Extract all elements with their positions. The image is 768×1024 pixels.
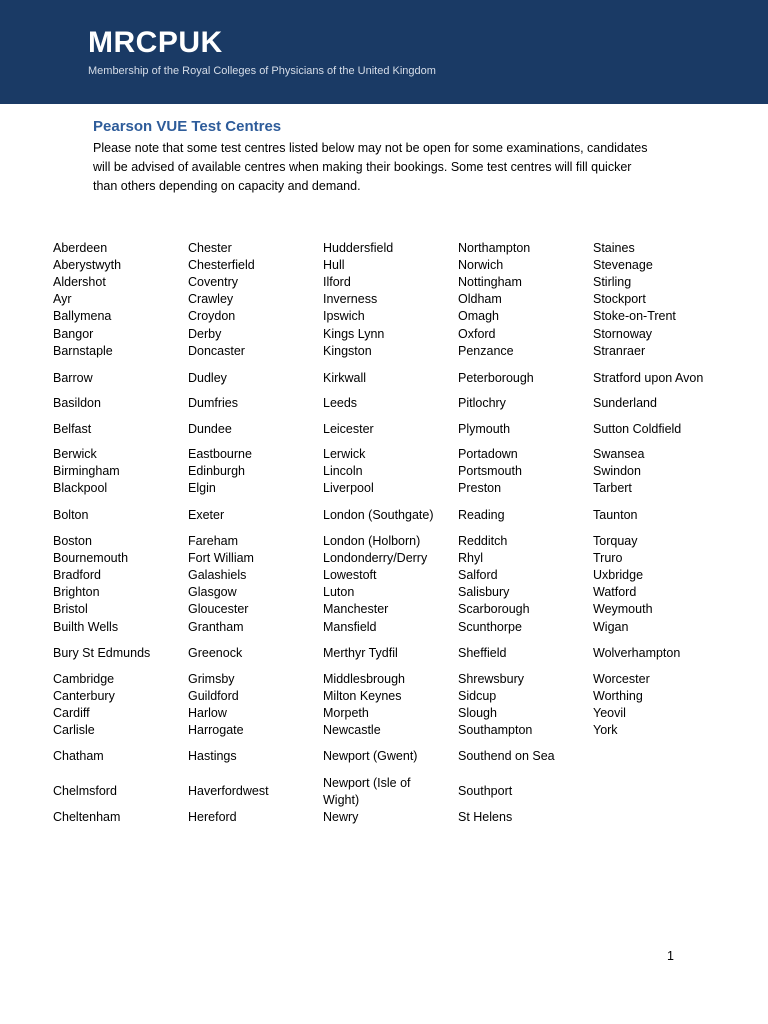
test-centre: Tarbert: [593, 481, 632, 495]
test-centre: Edinburgh: [188, 464, 245, 478]
test-centre: Dumfries: [188, 396, 239, 410]
page-number: 1: [667, 949, 674, 963]
test-centre: Wigan: [593, 620, 629, 634]
test-centre: Ayr: [53, 292, 72, 306]
test-centre: Peterborough: [458, 371, 534, 385]
test-centre: Grimsby: [188, 672, 235, 686]
test-centre: Stornoway: [593, 327, 653, 341]
test-centre: Cambridge: [53, 672, 115, 686]
test-centre: Mansfield: [323, 620, 377, 634]
test-centre: Morpeth: [323, 706, 369, 720]
test-centre: St Helens: [458, 810, 513, 824]
test-centre: Harrogate: [188, 723, 244, 737]
test-centre: Stockport: [593, 292, 646, 306]
test-centre: Stevenage: [593, 258, 653, 272]
test-centre: Leeds: [323, 396, 358, 410]
test-centre: Kings Lynn: [323, 327, 385, 341]
test-centre: Ballymena: [53, 309, 112, 323]
test-centre: Leicester: [323, 422, 374, 436]
intro-line: than others depending on capacity and demand.: [93, 179, 361, 193]
test-centre: Salisbury: [458, 585, 510, 599]
test-centre: Belfast: [53, 422, 92, 436]
intro-line: will be advised of available centres when making their bookings. Some test centres will fill quicker: [93, 160, 632, 174]
test-centre: Kingston: [323, 344, 372, 358]
test-centre: Milton Keynes: [323, 689, 402, 703]
test-centre: Shrewsbury: [458, 672, 524, 686]
test-centre: Lincoln: [323, 464, 363, 478]
test-centre: Bury St Edmunds: [53, 646, 151, 660]
logo-tagline: Membership of the Royal Colleges of Physicians of the United Kingdom: [88, 65, 436, 77]
test-centre: Builth Wells: [53, 620, 119, 634]
test-centre: Inverness: [323, 292, 378, 306]
test-centre: Stoke-on-Trent: [593, 309, 676, 323]
test-centre: Worcester: [593, 672, 650, 686]
test-centre: Yeovil: [593, 706, 626, 720]
test-centre: Rhyl: [458, 551, 484, 565]
test-centre: Grantham: [188, 620, 244, 634]
test-centre: Basildon: [53, 396, 101, 410]
test-centre: Reading: [458, 508, 505, 522]
test-centre: Stratford upon Avon: [593, 371, 704, 385]
test-centre: Sidcup: [458, 689, 497, 703]
test-centre: Fareham: [188, 534, 239, 548]
test-centre: Huddersfield: [323, 241, 394, 255]
test-centre: Southend on Sea: [458, 749, 555, 763]
test-centre: Boston: [53, 534, 92, 548]
test-centre: Lowestoft: [323, 568, 377, 582]
test-centre: Truro: [593, 551, 623, 565]
test-centre: London (Holborn): [323, 534, 421, 548]
test-centre: Norwich: [458, 258, 504, 272]
test-centre: Weymouth: [593, 602, 653, 616]
test-centre: Aberystwyth: [53, 258, 122, 272]
test-centre: Ipswich: [323, 309, 365, 323]
test-centre: Newport (Isle of Wight): [323, 776, 411, 807]
test-centre: Preston: [458, 481, 502, 495]
test-centre: Barrow: [53, 371, 93, 385]
test-centre: Aberdeen: [53, 241, 108, 255]
mrcpuk-logo: MRCPUK: [88, 26, 223, 59]
test-centre: Croydon: [188, 309, 236, 323]
test-centre: Doncaster: [188, 344, 245, 358]
page-title: Pearson VUE Test Centres: [93, 118, 282, 135]
test-centre: Northampton: [458, 241, 531, 255]
test-centre: Greenock: [188, 646, 243, 660]
test-centre: Dundee: [188, 422, 232, 436]
test-centre: Penzance: [458, 344, 514, 358]
test-centre: Bradford: [53, 568, 101, 582]
test-centre: Canterbury: [53, 689, 115, 703]
test-centre: Slough: [458, 706, 497, 720]
test-centre: Pitlochry: [458, 396, 506, 410]
test-centre: Kirkwall: [323, 371, 367, 385]
test-centre: Dudley: [188, 371, 227, 385]
test-centre: Aldershot: [53, 275, 106, 289]
test-centre: Taunton: [593, 508, 638, 522]
test-centre: Scarborough: [458, 602, 530, 616]
test-centre: Bangor: [53, 327, 94, 341]
test-centre: Torquay: [593, 534, 638, 548]
test-centre: Nottingham: [458, 275, 522, 289]
test-centre: Plymouth: [458, 422, 511, 436]
test-centre: Lerwick: [323, 447, 366, 461]
test-centre: Sutton Coldfield: [593, 422, 682, 436]
test-centre: Derby: [188, 327, 222, 341]
test-centre: Salford: [458, 568, 498, 582]
header-banner: [0, 0, 768, 104]
test-centre: Newport (Gwent): [323, 749, 418, 763]
test-centre: Hull: [323, 258, 345, 272]
test-centre: Oxford: [458, 327, 496, 341]
test-centre: Stirling: [593, 275, 632, 289]
test-centre: Harlow: [188, 706, 227, 720]
test-centre: Southport: [458, 784, 513, 798]
test-centre: Staines: [593, 241, 635, 255]
test-centre: Blackpool: [53, 481, 108, 495]
test-centre: Exeter: [188, 508, 225, 522]
test-centre: Middlesbrough: [323, 672, 405, 686]
test-centre: Bournemouth: [53, 551, 129, 565]
test-centre: Chelmsford: [53, 784, 117, 798]
test-centre: Galashiels: [188, 568, 247, 582]
test-centre: Fort William: [188, 551, 254, 565]
test-centre: Ilford: [323, 275, 351, 289]
test-centre: Gloucester: [188, 602, 249, 616]
test-centre: Cheltenham: [53, 810, 121, 824]
test-centre: Berwick: [53, 447, 97, 461]
test-centre: Carlisle: [53, 723, 95, 737]
test-centre: Wolverhampton: [593, 646, 681, 660]
test-centre: Scunthorpe: [458, 620, 522, 634]
test-centre: London (Southgate): [323, 508, 434, 522]
test-centre: Oldham: [458, 292, 502, 306]
test-centre: Stranraer: [593, 344, 646, 358]
test-centre: Manchester: [323, 602, 389, 616]
test-centre: Bristol: [53, 602, 88, 616]
test-centre: York: [593, 723, 618, 737]
test-centre: Newcastle: [323, 723, 381, 737]
intro-paragraph: [93, 139, 693, 196]
test-centre: Liverpool: [323, 481, 374, 495]
test-centre: Omagh: [458, 309, 499, 323]
test-centre: Worthing: [593, 689, 643, 703]
test-centre: Portsmouth: [458, 464, 522, 478]
test-centre: Glasgow: [188, 585, 237, 599]
test-centre: Chatham: [53, 749, 104, 763]
test-centre: Newry: [323, 810, 359, 824]
test-centre: Redditch: [458, 534, 508, 548]
test-centre: Cardiff: [53, 706, 90, 720]
test-centre: Coventry: [188, 275, 239, 289]
test-centre: Sheffield: [458, 646, 507, 660]
test-centre: Luton: [323, 585, 355, 599]
test-centre: Swansea: [593, 447, 645, 461]
test-centre: Bolton: [53, 508, 89, 522]
test-centre: Sunderland: [593, 396, 657, 410]
test-centre: Londonderry/Derry: [323, 551, 428, 565]
test-centre: Crawley: [188, 292, 234, 306]
test-centre: Hastings: [188, 749, 237, 763]
test-centre: Elgin: [188, 481, 216, 495]
test-centre: Barnstaple: [53, 344, 113, 358]
test-centre: Guildford: [188, 689, 239, 703]
test-centre: Hereford: [188, 810, 237, 824]
test-centre: Chesterfield: [188, 258, 255, 272]
test-centre: Eastbourne: [188, 447, 252, 461]
test-centre: Swindon: [593, 464, 641, 478]
test-centre: Watford: [593, 585, 637, 599]
test-centre: Haverfordwest: [188, 784, 269, 798]
test-centre: Birmingham: [53, 464, 120, 478]
test-centre: Chester: [188, 241, 232, 255]
intro-line: Please note that some test centres listed below may not be open for some examinations, candidates: [93, 141, 648, 155]
test-centre: Uxbridge: [593, 568, 644, 582]
test-centre: Brighton: [53, 585, 100, 599]
test-centre: Southampton: [458, 723, 533, 737]
test-centre: Portadown: [458, 447, 518, 461]
test-centre: Merthyr Tydfil: [323, 646, 398, 660]
